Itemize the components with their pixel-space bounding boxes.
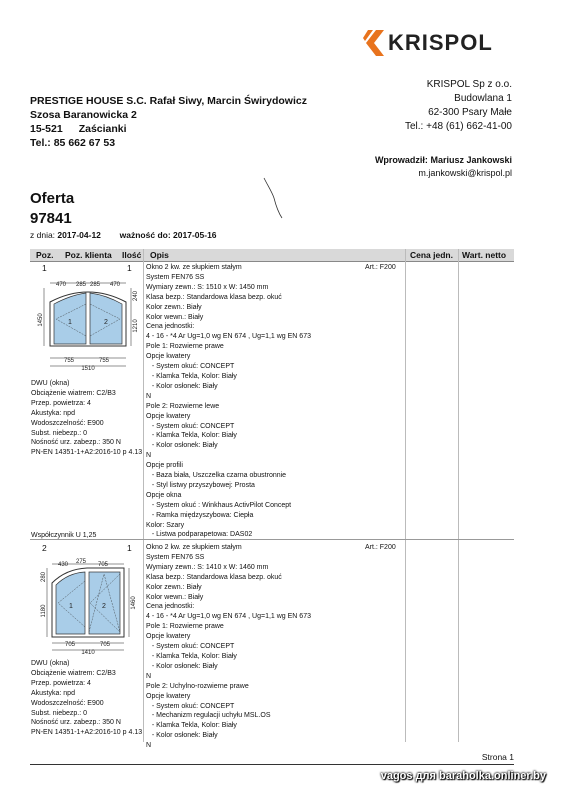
- item-1-dim-top-1: 285: [75, 282, 87, 288]
- item-1-dim-inner-height: 1210: [133, 319, 139, 333]
- document-number: 97841: [30, 210, 72, 227]
- item-1-desc-line: Pole 1: Rozwierne prawe: [146, 343, 224, 351]
- item-1-desc-line: - System okuć: CONCEPT: [146, 363, 235, 371]
- item-2-info-line: Obciążenie wiatrem: C2/B3: [31, 669, 116, 677]
- introduced-email[interactable]: m.jankowski@krispol.pl: [418, 168, 512, 178]
- item-1-extra-note: Współczynnik U 1,25: [31, 532, 97, 539]
- footer-divider: [30, 764, 514, 765]
- item-1-desc-line: Kolor: Szary: [146, 521, 185, 529]
- date-label: z dnia:: [30, 230, 56, 240]
- item-1-info-line: Subst. niebezp.: 0: [31, 429, 88, 437]
- introduced-by: [375, 154, 512, 180]
- item-2-qty: 1: [127, 543, 132, 553]
- item-1-desc-line: - Baza biała, Uszczelka czarna obustronnie: [146, 472, 287, 480]
- item-1-dim-right-top: 240: [133, 290, 139, 302]
- item-2-desc-line: Opcje kwatery: [146, 692, 191, 700]
- item-1-desc-line: - System okuć : Winkhaus ActivPilot Concept: [146, 501, 292, 509]
- item-2-desc-line: - Klamka Tekla, Kolor: Biały: [146, 652, 237, 660]
- item-2-info-line: Akustyka: npd: [31, 689, 75, 697]
- pen-scribble: [262, 176, 286, 220]
- item-2-desc-line: - Kolor osłonek: Biały: [146, 662, 218, 670]
- buyer-phone: Tel.: 85 662 67 53: [30, 137, 116, 149]
- item-1-dim-top-3: 470: [109, 282, 121, 288]
- buyer-city: Zaścianki: [78, 123, 127, 135]
- krispol-logo: [362, 28, 512, 58]
- item-2-dim-inner-height: 1180: [41, 604, 47, 618]
- item-2-desc-line: Pole 1: Rozwierne prawe: [146, 623, 224, 631]
- item-2-desc-line: - System okuć: CONCEPT: [146, 702, 235, 710]
- item-1-dim-height: 1450: [38, 313, 44, 327]
- item-1-desc-line: Cena jednostki:: [146, 323, 195, 331]
- item-2-desc-line: - Kolor osłonek: Biały: [146, 732, 218, 740]
- col-divider-opis: [143, 249, 144, 742]
- item-2-desc-line: - Mechanizm regulacji uchyłu MSL.OS: [146, 712, 271, 720]
- item-1-desc-line: Pole 2: Rozwierne lewe: [146, 402, 220, 410]
- item-1-info-line: PN-EN 14351-1+A2:2016-10 p 4.13: [31, 449, 143, 457]
- item-1-desc-line: Klasa bezp.: Standardowa klasa bezp. okuć: [146, 293, 282, 301]
- watermark: vagos для baraholka.onliner.by: [380, 770, 546, 782]
- item-2-dim-bottom-0: 705: [64, 642, 76, 648]
- item-1-desc-line: - System okuć: CONCEPT: [146, 422, 235, 430]
- item-2-desc-line: Pole 2: Uchylno-rozwierne prawe: [146, 682, 249, 690]
- item-2-dim-total-width: 1410: [81, 650, 95, 656]
- item-2-desc-line: 4 - 16 - *4 Ar Ug=1,0 wg EN 674 , Ug=1,1 wg EN 673: [146, 613, 311, 621]
- buyer-postcode: 15-521: [30, 123, 63, 135]
- seller-name: KRISPOL Sp z o.o.: [426, 79, 512, 90]
- item-2-sash-1-label: 1: [69, 603, 73, 610]
- item-1-desc-line: - Ramka międzyszybowa: Ciepła: [146, 511, 254, 519]
- item-1-desc-line: Okno 2 kw. ze słupkiem stałym: [146, 264, 242, 271]
- logo-text: KRISPOL: [388, 30, 493, 55]
- item-1-desc-line: Kolor zewn.: Biały: [146, 303, 202, 311]
- item-1-poz: 1: [42, 263, 47, 273]
- item-2-info-line: Nośność urz. zabezp.: 350 N: [31, 719, 121, 727]
- item-1-dim-top-0: 470: [55, 282, 67, 288]
- buyer-address: [30, 94, 307, 150]
- item-1-dim-bottom-0: 755: [63, 358, 75, 364]
- header-wart: Wart. netto: [462, 250, 507, 260]
- item-2-info-line: DWU (okna): [31, 660, 70, 667]
- introduced-label: Wprowadził:: [374, 155, 428, 165]
- seller-city: 62-300 Psary Małe: [428, 107, 512, 118]
- item-1-dim-bottom-1: 755: [98, 358, 110, 364]
- item-1-desc-line: Opcje kwatery: [146, 353, 191, 361]
- item-1-desc-line: - Kolor osłonek: Biały: [146, 442, 218, 450]
- item-1-info-line: Wodoszczelność: E900: [31, 419, 104, 427]
- item-2-dim-top-2: 705: [97, 562, 109, 568]
- item-2-window-drawing: [30, 553, 142, 657]
- valid-value: 2017-05-16: [173, 230, 217, 240]
- item-1-info-line: DWU (okna): [31, 380, 70, 387]
- item-1-desc-line: System FEN76 SS: [146, 273, 205, 281]
- item-1-info-line: Nośność urz. zabezp.: 350 N: [31, 439, 121, 447]
- item-2-desc-line: Wymiary zewn.: S: 1410 x W: 1460 mm: [146, 563, 269, 571]
- item-2-info-line: Przep. powietrza: 4: [31, 679, 91, 687]
- item-2-left-info: [31, 659, 142, 738]
- item-2-desc-line: Opcje kwatery: [146, 633, 191, 641]
- item-1-art: Art.: F200: [365, 264, 396, 271]
- header-cena: Cena jedn.: [410, 250, 453, 260]
- item-1-desc-line: 4 - 16 - *4 Ar Ug=1,0 wg EN 674 , Ug=1,1 wg EN 673: [146, 333, 311, 341]
- buyer-street: Szosa Baranowicka 2: [30, 109, 137, 121]
- item-1-desc-line: Opcje okna: [146, 491, 182, 499]
- krispol-chevron-icon: [362, 28, 388, 58]
- item-2-desc-line: - System okuć: CONCEPT: [146, 643, 235, 651]
- buyer-name: PRESTIGE HOUSE S.C. Rafał Siwy, Marcin Świrydowicz: [30, 95, 307, 107]
- header-ilosc: Ilość: [122, 250, 142, 260]
- seller-street: Budowlana 1: [454, 93, 512, 104]
- col-divider-cena: [405, 249, 406, 742]
- item-1-desc-line: - Klamka Tekla, Kolor: Biały: [146, 372, 237, 380]
- item-1-desc-line: N: [146, 392, 152, 400]
- item-1-desc-line: Opcje kwatery: [146, 412, 191, 420]
- item-2-info-line: Subst. niebezp.: 0: [31, 709, 88, 717]
- item-2-desc-line: - Klamka Tekla, Kolor: Biały: [146, 722, 237, 730]
- item-2-desc-line: Klasa bezp.: Standardowa klasa bezp. okuć: [146, 573, 282, 581]
- item-2-dim-top-0: 430: [57, 562, 69, 568]
- date-value: 2017-04-12: [57, 230, 101, 240]
- item-2-description: [146, 543, 311, 751]
- item-2-info-line: PN-EN 14351-1+A2:2016-10 p 4.13: [31, 729, 143, 737]
- item-2-dim-height: 1460: [131, 596, 137, 610]
- table-header: [30, 249, 514, 262]
- item-1-desc-line: - Listwa podparapetowa: DAS02: [146, 531, 253, 539]
- item-2-dim-bottom-1: 705: [99, 642, 111, 648]
- item-2-dim-top-1: 275: [75, 559, 87, 565]
- item-1-desc-line: N: [146, 452, 152, 460]
- item-1-desc-line: - Styl listwy przyszybowej: Prosta: [146, 481, 255, 489]
- seller-address: [405, 78, 512, 134]
- item-1-description: [146, 263, 311, 540]
- item-1-desc-line: - Kolor osłonek: Biały: [146, 382, 218, 390]
- item-1-qty: 1: [127, 263, 132, 273]
- item-1-window-drawing: [30, 274, 142, 378]
- item-1-dim-top-2: 285: [89, 282, 101, 288]
- valid-label: ważność do:: [119, 230, 171, 240]
- header-poz: Poz.: [36, 250, 54, 260]
- item-1-desc-line: Wymiary zewn.: S: 1510 x W: 1450 mm: [146, 283, 269, 291]
- item-1-desc-line: Kolor wewn.: Biały: [146, 313, 204, 321]
- item-1-info-line: Akustyka: npd: [31, 409, 75, 417]
- item-2-desc-line: Kolor zewn.: Biały: [146, 583, 202, 591]
- introduced-name: Mariusz Jankowski: [430, 155, 512, 165]
- page-number: Strona 1: [481, 752, 514, 762]
- header-opis: Opis: [150, 250, 169, 260]
- item-1-sash-1-label: 1: [68, 319, 72, 326]
- item-2-desc-line: Kolor wewn.: Biały: [146, 593, 204, 601]
- item-2-dim-left-top: 280: [41, 571, 47, 583]
- item-2-desc-line: N: [146, 742, 152, 750]
- item-1-desc-line: Opcje profili: [146, 462, 183, 470]
- item-1-left-info: [31, 379, 142, 458]
- seller-phone: Tel.: +48 (61) 662-41-00: [404, 121, 512, 132]
- item-2-desc-line: Okno 2 kw. ze słupkiem stałym: [146, 544, 242, 551]
- item-2-desc-line: Cena jednostki:: [146, 603, 195, 611]
- item-2-art: Art.: F200: [365, 544, 396, 551]
- col-divider-wart: [458, 249, 459, 742]
- document-title: Oferta: [30, 190, 75, 207]
- item-2-info-line: Wodoszczelność: E900: [31, 699, 104, 707]
- item-1-info-line: Przep. powietrza: 4: [31, 399, 91, 407]
- item-2-sash-2-label: 2: [102, 603, 106, 610]
- item-1-sash-2-label: 2: [104, 319, 108, 326]
- header-poz-klienta: Poz. klienta: [65, 250, 112, 260]
- document-dates: [30, 230, 217, 240]
- item-1-dim-total-width: 1510: [81, 366, 95, 372]
- item-2-poz: 2: [42, 543, 47, 553]
- item-2-desc-line: System FEN76 SS: [146, 553, 205, 561]
- item-2-desc-line: N: [146, 672, 152, 680]
- item-1-info-line: Obciążenie wiatrem: C2/B3: [31, 389, 116, 397]
- item-1-desc-line: - Klamka Tekla, Kolor: Biały: [146, 432, 237, 440]
